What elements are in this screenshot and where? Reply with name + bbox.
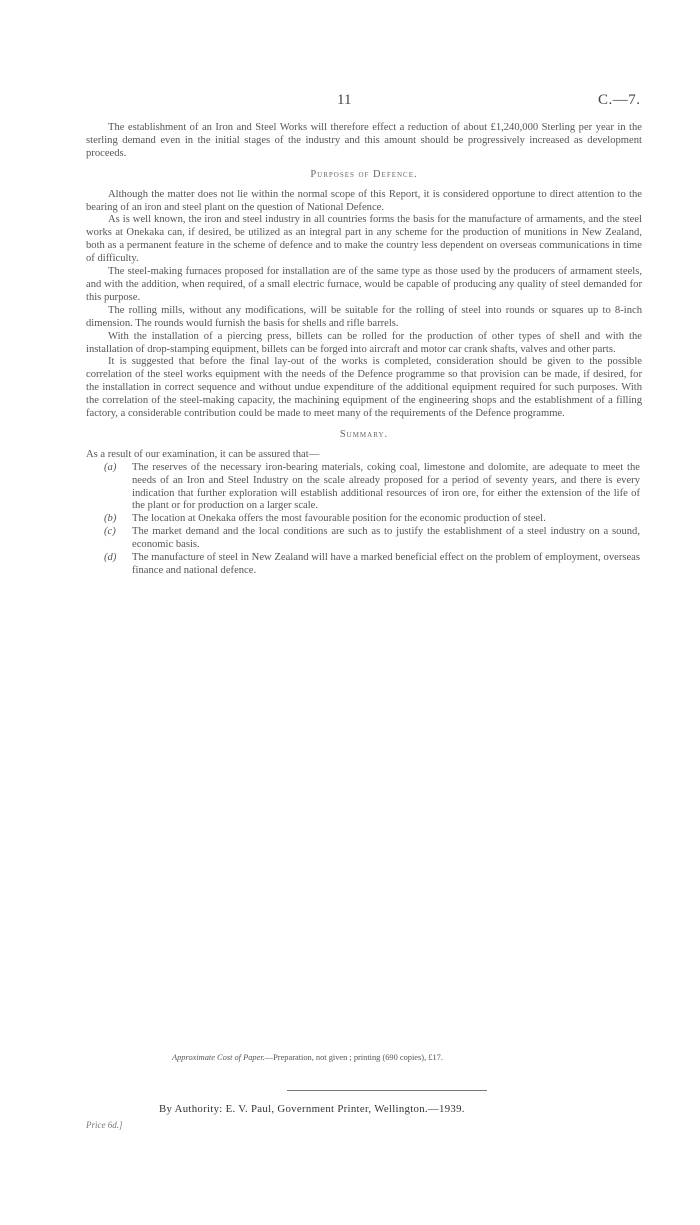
summary-item-label: (b) xyxy=(104,513,117,525)
summary-item-label: (d) xyxy=(104,552,117,564)
summary-item xyxy=(86,462,642,514)
document-code: C.—7. xyxy=(598,92,641,108)
summary-intro: As a result of our examination, it can be assured that— xyxy=(86,448,320,460)
summary-list xyxy=(86,462,642,578)
paragraph-defence-1: Although the matter does not lie within the normal scope of this Report, it is considered opportune to direct attention to the bearing of an iron and steel plant on the question of National Defence. xyxy=(86,188,642,213)
summary-item-text: The market demand and the local conditions are such as to justify the establishment of a steel industry on a sound, economic basis. xyxy=(132,526,640,551)
paragraph-defence-3: The steel-making furnaces proposed for installation are of the same type as those used by the producers of armament steels, and with the addition, when required, of a small electric furnace, would be capable of producing any quality of steel demanded for this purpose. xyxy=(86,266,642,303)
approximate-cost-note xyxy=(172,1053,572,1062)
section-heading-summary: Summary. xyxy=(339,428,389,440)
paragraph-defence-6: It is suggested that before the final lay-out of the works is completed, consideration should be given to the possible correlation of the steel works equipment with the needs of the Defence programme so that provision can be made, if desired, for the installation in correct sequence and without undue expenditure of the additional equipment required for such purposes. With the correlation of the steel-making capacity, the machining equipment of the engineering shops and the establishment of a filling factory, a considerable contribution could be made to meet many of the requirements of the Defence programme. xyxy=(86,356,642,420)
summary-item-text: The reserves of the necessary iron-bearing materials, coking coal, limestone and dolomite, are adequate to meet the needs of an Iron and Steel Industry on the scale already proposed for a period of seventy years, and there is every indication that further exploration will establish additional resources of iron ore, for either the extension of the life of the plant or for production on a larger scale. xyxy=(132,461,640,512)
summary-item-label: (c) xyxy=(104,526,116,538)
cost-label: Approximate Cost of Paper. xyxy=(172,1053,265,1062)
paragraph-sterling-reduction: The establishment of an Iron and Steel Works will therefore effect a reduction of about £1,240,000 Sterling per year in the sterling demand even in the initial stages of the industry and this amount should be progressively increased as development proceeds. xyxy=(86,122,642,159)
paragraph-defence-2: As is well known, the iron and steel industry in all countries forms the basis for the manufacture of armaments, and the steel works at Onekaka can, if desired, be utilized as an integral part in any scheme for the production of munitions in New Zealand, both as a permanent feature in the scheme of defence and to make the country less dependent on overseas communications in time of difficulty. xyxy=(86,214,642,265)
summary-item xyxy=(86,526,642,552)
cost-text: —Preparation, not given ; printing (690 copies), £17. xyxy=(264,1053,443,1062)
section-heading-defence: Purposes of Defence. xyxy=(310,168,418,180)
summary-item-text: The manufacture of steel in New Zealand will have a marked beneficial effect on the problem of employment, overseas finance and national defence. xyxy=(132,552,640,576)
summary-item xyxy=(86,552,642,578)
paragraph-defence-5: With the installation of a piercing press, billets can be rolled for the production of other types of shell and with the installation of drop-stamping equipment, billets can be forged into aircraft and motor car crank shafts, valves and other parts. xyxy=(86,330,642,355)
summary-item xyxy=(86,513,642,526)
printer-authority-line: By Authority: E. V. Paul, Government Printer, Wellington.—1939. xyxy=(159,1103,465,1115)
price-note: Price 6d.] xyxy=(86,1120,123,1130)
paragraph-defence-4: The rolling mills, without any modifications, will be suitable for the rolling of steel into rounds or squares up to 8-inch dimension. The rounds would furnish the basis for shells and rifle barrels. xyxy=(86,304,642,329)
page-number: 11 xyxy=(337,92,352,108)
summary-item-label: (a) xyxy=(104,461,117,473)
footer-divider xyxy=(287,1090,487,1091)
page-header xyxy=(0,92,700,112)
summary-item-text: The location at Onekaka offers the most favourable position for the economic production of steel. xyxy=(132,513,546,525)
body-text xyxy=(86,122,642,578)
